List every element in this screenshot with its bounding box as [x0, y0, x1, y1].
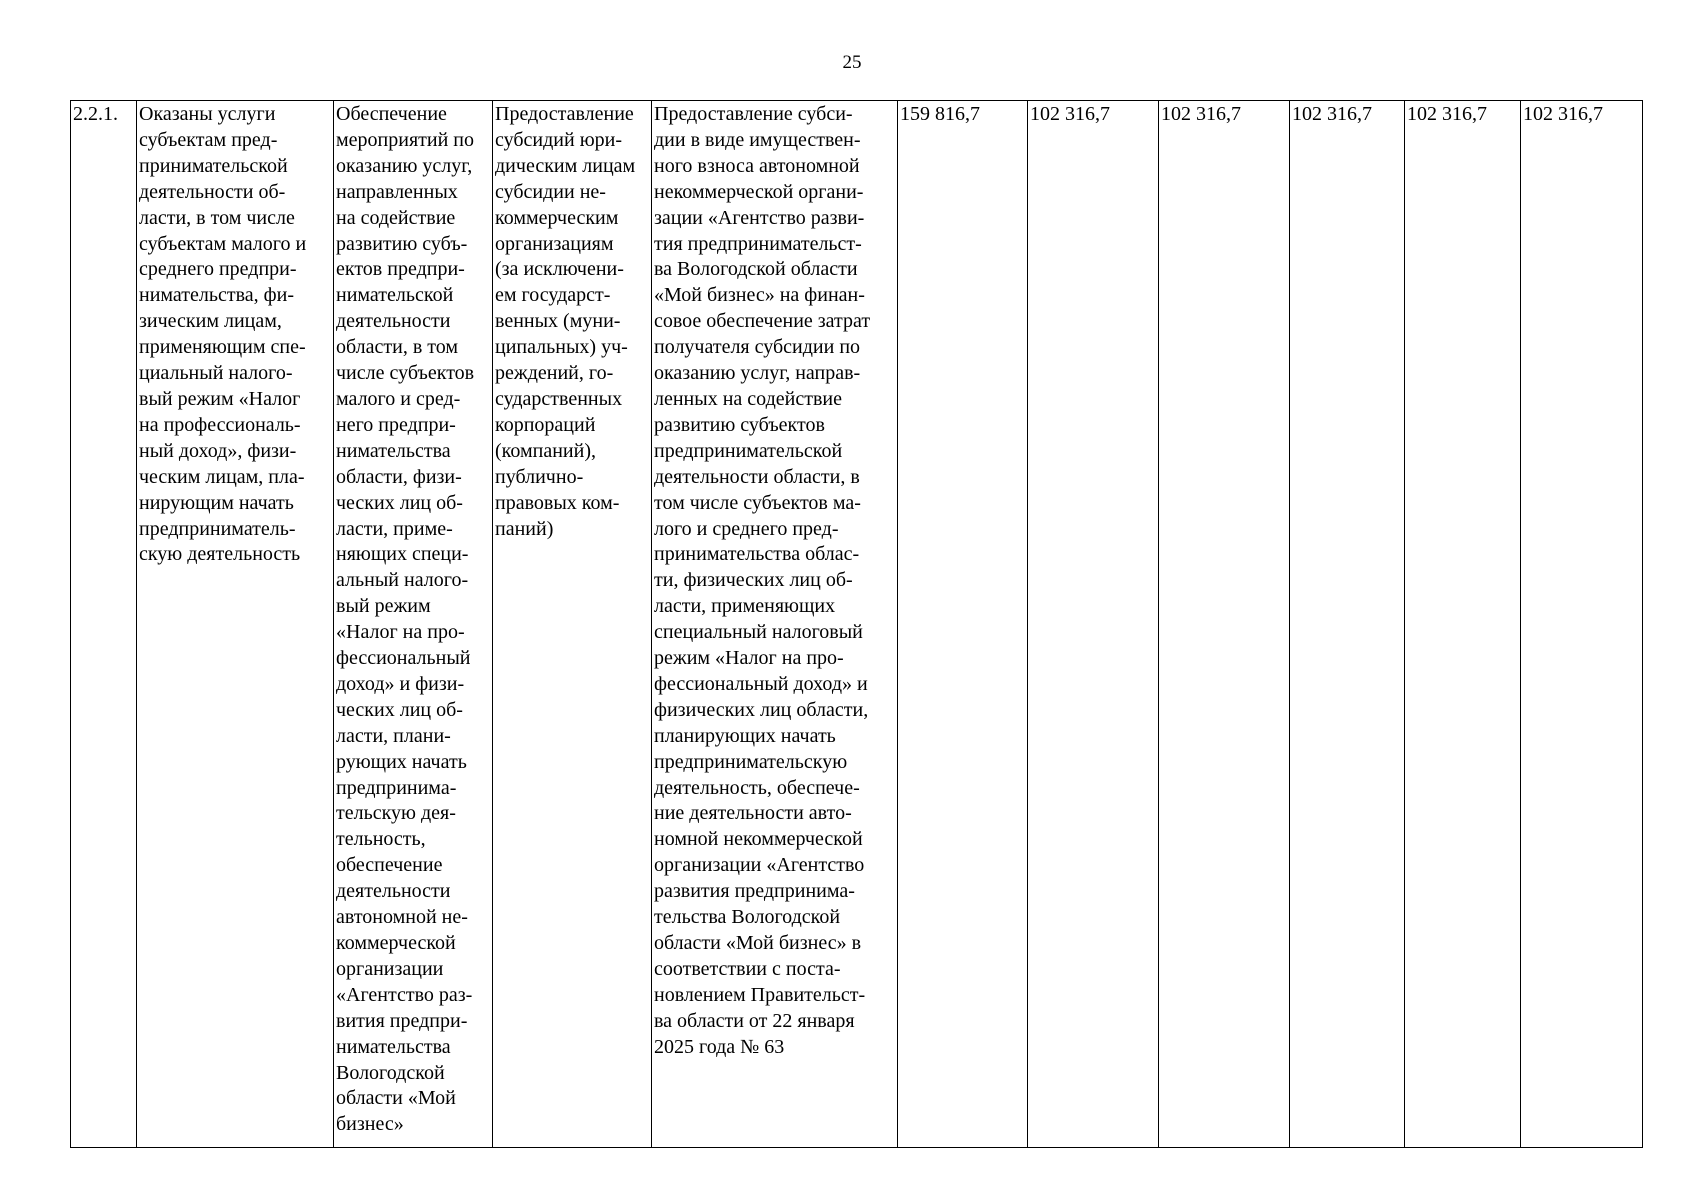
- result-text: Оказаны услуги субъектам пред- принимательской деятельности об- ласти, в том числе субъектам малого и среднего предпри- нимательства, фи- зическим лицам, применяющим спе- циальный налого- вый режим «Налог на профессиональ- ный доход», физи- ческим лицам, пла- нирующим начать предприниматель- скую деятельность: [139, 103, 307, 566]
- value-1: 159 816,7: [900, 103, 980, 125]
- value-cell: [1159, 101, 1290, 1148]
- row-number-cell: [71, 101, 137, 1148]
- type-cell: [493, 101, 652, 1148]
- row-number: 2.2.1.: [73, 103, 118, 125]
- value-2: 102 316,7: [1030, 103, 1110, 125]
- type-text: Предоставление субсидий юри- дическим лицам субсидии не- коммерческим организациям (за исключени- ем государст- венных (муни- ципальных) уч- реждений, го- сударственных корпораций (компаний), публично- правовых ком- паний): [495, 103, 636, 540]
- value-6: 102 316,7: [1523, 103, 1603, 125]
- value-cell: [1521, 101, 1643, 1148]
- measure-text: Обеспечение мероприятий по оказанию услуг, направленных на содействие развитию субъ- ектов предпри- нимательской деятельности области, в том числе субъектов малого и сред- него предпри- нимательства области, физи- ческих лиц об- ласти, приме- няющих специ- альный налого- вый режим «Налог на про- фессиональный доход» и физи- ческих лиц об- ласти, плани- рующих начать предпринима- тельскую дея- тельность, обеспечение деятельности автономной не- коммерческой организации «Агентство раз- вития предпри- нимательства Вологодской области «Мой бизнес»: [336, 103, 475, 1136]
- value-cell: [1028, 101, 1159, 1148]
- page-number: 25: [842, 52, 862, 73]
- value-5: 102 316,7: [1407, 103, 1487, 125]
- description-text: Предоставление субси- дии в виде имуществен- ного взноса автономной некоммерческой органи- зации «Агентство разви- тия предпринимательст- ва Вологодской области «Мой бизнес» на финан- совое обеспечение затрат получателя субсидии по оказанию услуг, направ- ленных на содействие развитию субъектов предпринимательской деятельности области, в том числе субъектов ма- лого и среднего пред- принимательства облас- ти, физических лиц об- ласти, применяющих специальный налоговый режим «Налог на про- фессиональный доход» и физических лиц области, планирующих начать предпринимательскую деятельность, обеспече- ние деятельности авто- номной некоммерческой организации «Агентство развития предпринима- тельства Вологодской области «Мой бизнес» в соответствии с поста- новлением Правительст- ва области от 22 января 2025 года № 63: [654, 103, 871, 1058]
- value-4: 102 316,7: [1292, 103, 1372, 125]
- program-table: [70, 100, 1643, 1148]
- value-cell: [898, 101, 1028, 1148]
- value-cell: [1405, 101, 1521, 1148]
- value-3: 102 316,7: [1161, 103, 1241, 125]
- table-row: [71, 101, 1643, 1148]
- description-cell: [652, 101, 898, 1148]
- value-cell: [1290, 101, 1405, 1148]
- result-cell: [137, 101, 334, 1148]
- measure-cell: [334, 101, 493, 1148]
